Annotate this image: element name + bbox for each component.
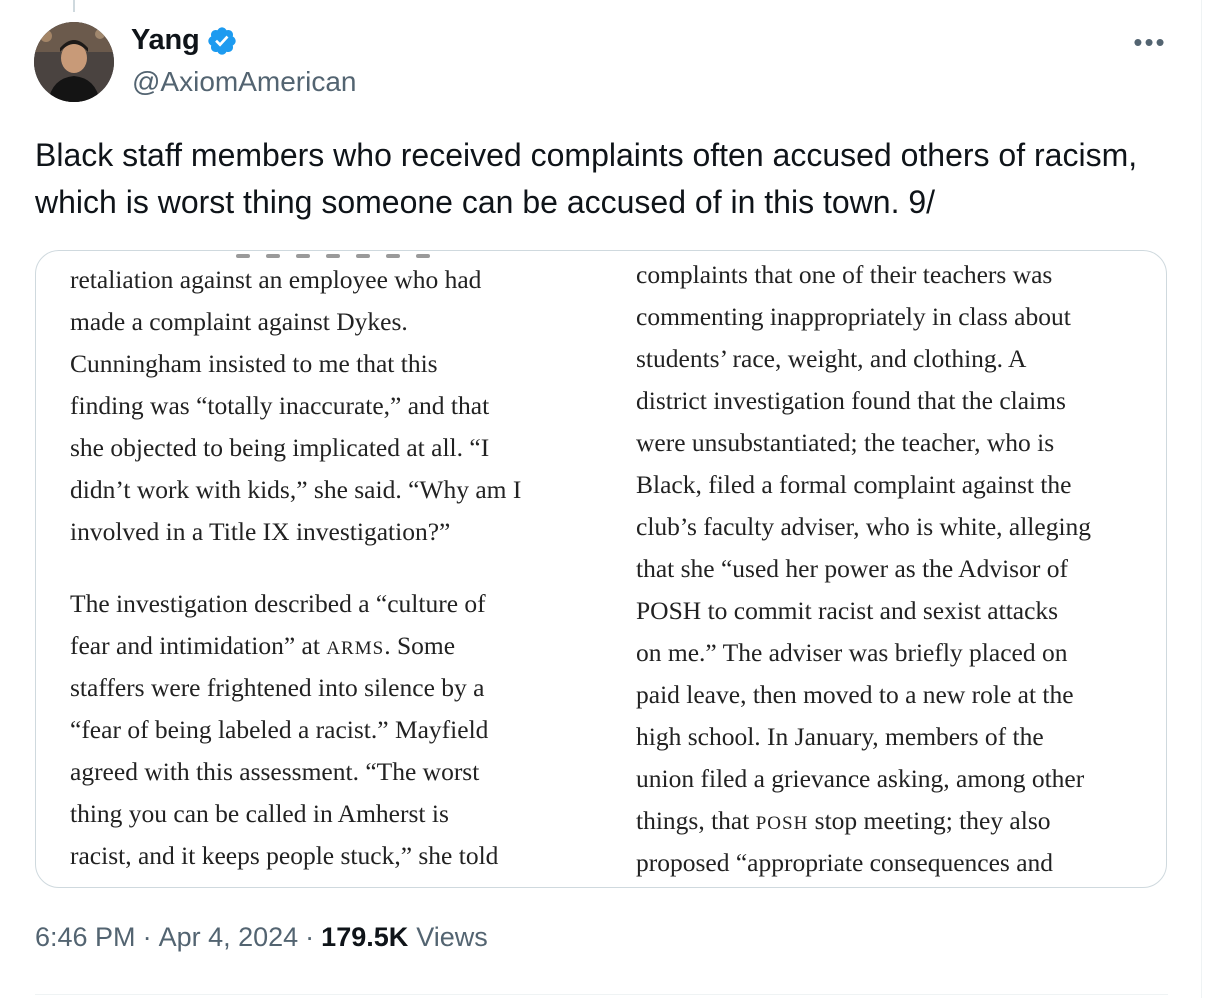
article-text: . Some xyxy=(384,631,456,660)
author-display-name[interactable]: Yang xyxy=(131,24,200,56)
article-line: Cunningham insisted to me that this xyxy=(70,349,438,378)
verified-badge-icon xyxy=(206,25,238,57)
article-text: things, that xyxy=(636,806,756,835)
article-line: commenting inappropriately in class about xyxy=(636,302,1071,331)
article-line: retaliation against an employee who had xyxy=(70,265,482,294)
article-line: POSH to commit racist and sexist attacks xyxy=(636,596,1059,625)
avatar[interactable] xyxy=(34,22,114,102)
article-line: were unsubstantiated; the teacher, who is xyxy=(636,428,1055,457)
column-border xyxy=(1201,0,1202,998)
article-line: union filed a grievance asking, among other xyxy=(636,764,1085,793)
tweet-date[interactable]: Apr 4, 2024 xyxy=(158,922,299,952)
article-line: agreed with this assessment. “The worst xyxy=(70,757,480,786)
article-right-column xyxy=(636,254,1156,884)
article-line: The investigation described a “culture of xyxy=(70,589,486,618)
article-line: didn’t work with kids,” she said. “Why am I xyxy=(70,475,522,504)
tweet-image[interactable] xyxy=(35,250,1167,888)
article-text: stop meeting; they also xyxy=(808,806,1051,835)
article-line: students’ race, weight, and clothing. A xyxy=(636,344,1027,373)
divider xyxy=(35,994,1168,995)
avatar-photo xyxy=(34,22,114,102)
article-line: racist, and it keeps people stuck,” she told xyxy=(70,841,499,870)
views-label: Views xyxy=(416,922,488,952)
more-horizontal-icon: ••• xyxy=(1133,26,1167,57)
article-line: involved in a Title IX investigation?” xyxy=(70,517,451,546)
article-line: thing you can be called in Amherst is xyxy=(70,799,449,828)
thread-connector-line xyxy=(73,0,75,12)
article-line: on me.” The adviser was briefly placed on xyxy=(636,638,1068,667)
article-line: made a complaint against Dykes. xyxy=(70,307,408,336)
article-line: staffers were frightened into silence by a xyxy=(70,673,485,702)
article-line xyxy=(70,625,590,667)
tweet-time[interactable]: 6:46 PM xyxy=(35,922,136,952)
article-line: “fear of being labeled a racist.” Mayfield xyxy=(70,715,489,744)
meta-separator: · xyxy=(142,922,152,952)
article-line: finding was “totally inaccurate,” and that xyxy=(70,391,490,420)
small-caps-text: ARMS xyxy=(326,638,385,659)
article-line: district investigation found that the claims xyxy=(636,386,1066,415)
article-line: club’s faculty adviser, who is white, alleging xyxy=(636,512,1092,541)
article-line: Black, filed a formal complaint against the xyxy=(636,470,1072,499)
small-caps-text: POSH xyxy=(755,813,809,834)
article-line: paid leave, then moved to a new role at the xyxy=(636,680,1074,709)
article-line: complaints that one of their teachers was xyxy=(636,260,1053,289)
tweet-text: Black staff members who received complaints often accused others of racism, which is worst thing someone can be accused of in this town. 9/ xyxy=(35,137,1138,220)
article-line: high school. In January, members of the xyxy=(636,722,1044,751)
article-line: proposed “appropriate consequences and xyxy=(636,848,1054,877)
author-handle[interactable]: @AxiomAmerican xyxy=(132,66,357,97)
meta-separator: · xyxy=(305,922,315,952)
tweet-meta xyxy=(35,922,488,953)
author-name-row[interactable] xyxy=(131,24,238,57)
more-options-button[interactable] xyxy=(1130,28,1170,56)
views-count[interactable]: 179.5K xyxy=(321,922,409,952)
article-text: fear and intimidation” at xyxy=(70,631,327,660)
article-line: that she “used her power as the Advisor of xyxy=(636,554,1068,583)
article-line xyxy=(636,800,1156,842)
article-left-column xyxy=(70,259,590,877)
article-line: she objected to being implicated at all. “I xyxy=(70,433,490,462)
cropped-text-fragment xyxy=(236,250,496,253)
cropped-text-fragment xyxy=(70,881,590,888)
